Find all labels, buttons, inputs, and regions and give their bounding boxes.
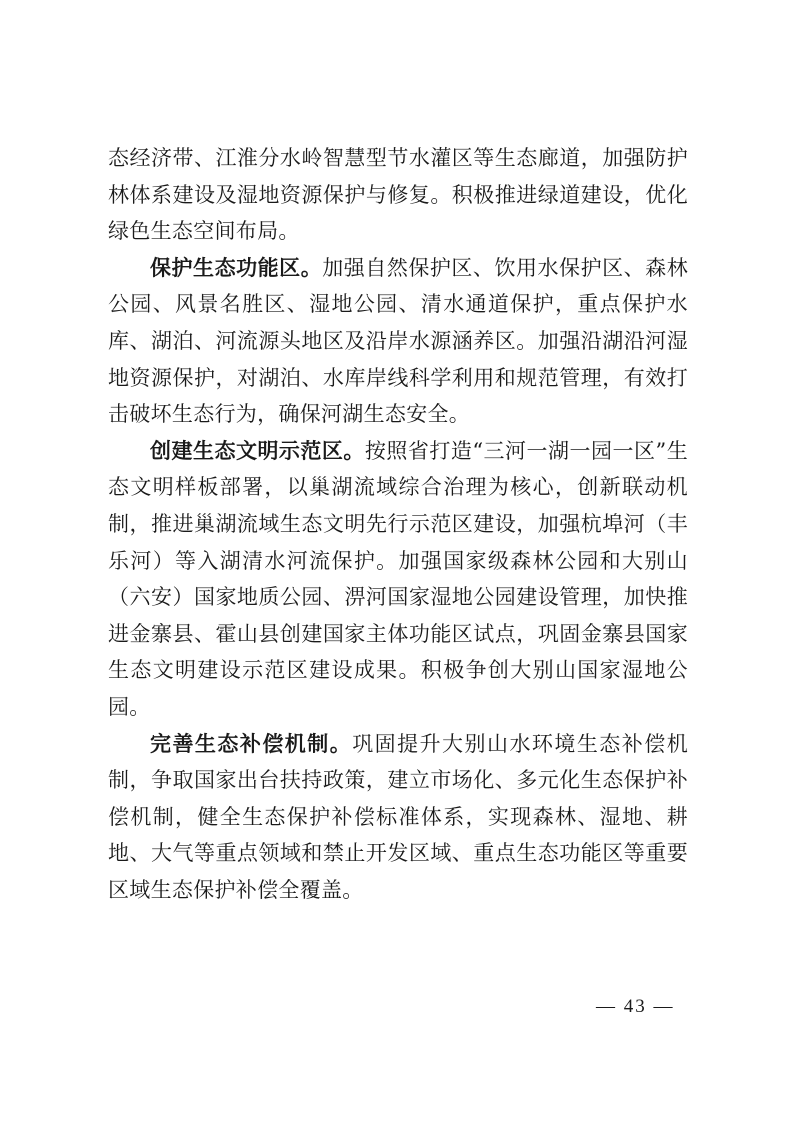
- paragraph-continuation: [108, 140, 688, 250]
- paragraph-text: 巩固提升大别山水环境生态补偿机制，争取国家出台扶持政策，建立市场化、多元化生态保护补偿机制，健全生态保护补偿标准体系，实现森林、湿地、耕地、大气等重点领域和禁止开发区域、重点生态功能区等重要区域生态保护补偿全覆盖。: [108, 731, 688, 902]
- paragraph-heading: 完善生态补偿机制。: [150, 731, 353, 756]
- paragraph-text: 加强自然保护区、饮用水保护区、森林公园、风景名胜区、湿地公园、清水通道保护，重点保护水库、湖泊、河流源头地区及沿岸水源涵养区。加强沿湖沿河湿地资源保护，对湖泊、水库岸线科学利用和规范管理，有效打击破坏生态行为，确保河湖生态安全。: [108, 255, 688, 427]
- paragraph-heading: 创建生态文明示范区。: [150, 438, 365, 463]
- paragraph-ecological-function-zones: [108, 250, 688, 433]
- document-body: [108, 140, 688, 908]
- paragraph-eco-compensation: [108, 726, 688, 909]
- page-number: — 43 —: [596, 996, 675, 1017]
- paragraph-eco-civilization-demo-zone: [108, 433, 688, 726]
- paragraph-text: 按照省打造“三河一湖一园一区”生态文明样板部署，以巢湖流域综合治理为核心，创新联动机制，推进巢湖流域生态文明先行示范区建设，加强杭埠河（丰乐河）等入湖清水河流保护。加强国家级森林公园和大别山（六安）国家地质公园、淠河国家湿地公园建设管理，加快推进金寨县、霍山县创建国家主体功能区试点，巩固金寨县国家生态文明建设示范区建设成果。积极争创大别山国家湿地公园。: [108, 438, 688, 719]
- paragraph-heading: 保护生态功能区。: [150, 255, 323, 280]
- paragraph-text: 态经济带、江淮分水岭智慧型节水灌区等生态廊道，加强防护林体系建设及湿地资源保护与修复。积极推进绿道建设，优化绿色生态空间布局。: [108, 146, 688, 244]
